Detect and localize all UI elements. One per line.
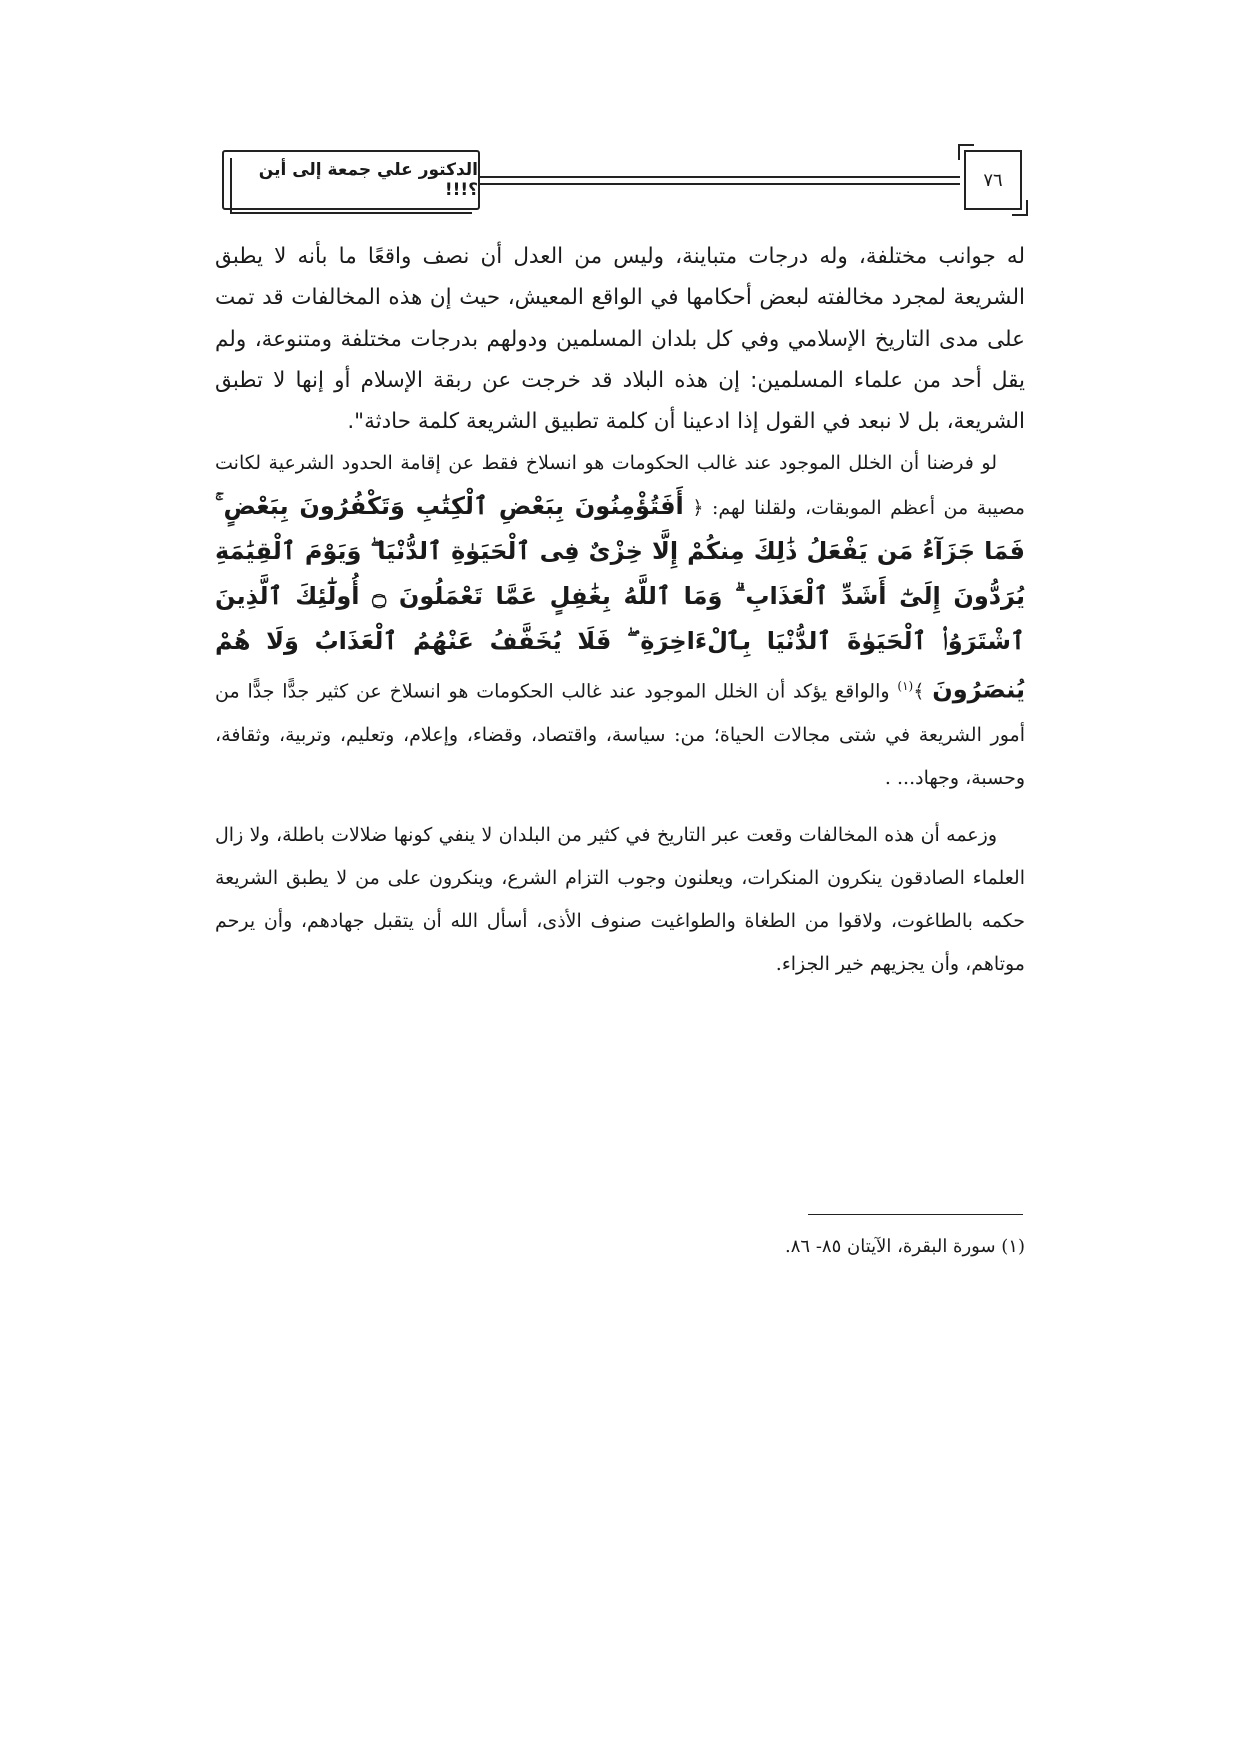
paragraph-continuation: له جوانب مختلفة، وله درجات متباينة، وليس من العدل أن نصف واقعًا ما بأنه لا يطبق الشريعة لمجرد مخالفته لبعض أحكامها في الواقع المعيش، حيث إن هذه المخالفات قد تمت على مدى التاريخ الإسلامي وفي كل بلدان المسلمين ودولهم بدرجات مختلفة ومتنوعة، ولم يقل أحد من علماء المسلمين: إن هذه البلاد قد خرجت عن ربقة الإسلام أو إنها لا تطبق الشريعة، بل لا نبعد في القول إذا ادعينا أن كلمة تطبيق الشريعة كلمة حادثة". (215, 244, 1025, 435)
paragraph-final: وزعمه أن هذه المخالفات وقعت عبر التاريخ في كثير من البلدان لا ينفي كونها ضلالات باطلة، ولا زال العلماء الصادقون ينكرون المنكرات، ويعلنون وجوب التزام الشرع، وينكرون على من لا يطبق الشريعة حكمه بالطاغوت، ولاقوا من الطغاة والطواغيت صنوف الأذى، أسأل الله أن يتقبل جهادهم، وأن يرحم موتاهم، وأن يجزيهم خير الجزاء. (215, 823, 1025, 975)
page-number: ٧٦ (983, 169, 1003, 191)
quran-close-bracket: ﴾ (913, 680, 925, 703)
running-title-box (222, 150, 480, 210)
footnote: (١) سورة البقرة، الآيتان ٨٥- ٨٦. (785, 1236, 1025, 1257)
body-text (215, 236, 1025, 986)
paragraph-quran-rest: والواقع يؤكد أن الخلل الموجود عند غالب الحكومات هو انسلاخ عن كثير جدًّا جدًّا من أمور الشريعة في شتى مجالات الحياة؛ من: سياسة، واقتصاد، وقضاء، وإعلام، وتعليم، وتربية، وثقافة، وحسبة، وجهاد... . (215, 680, 1025, 789)
header-rule-bottom (480, 183, 960, 185)
footnote-ref: (١) (897, 679, 914, 694)
running-title: الدكتور علي جمعة إلى أين ؟!!! (258, 160, 478, 200)
header-rule-top (480, 176, 960, 178)
paragraph-quran-intro: لو فرضنا أن الخلل الموجود عند غالب الحكومات هو انسلاخ فقط عن إقامة الحدود الشرعية لكانت مصيبة من أعظم الموبقات، ولقلنا لهم: ﴿ (215, 452, 1025, 520)
page-header (222, 150, 1022, 212)
paragraph-quran (215, 442, 1025, 799)
quran-verse: أَفَتُؤْمِنُونَ بِبَعْضِ ٱلْكِتَٰبِ وَتَكْفُرُونَ بِبَعْضٍ ۚ فَمَا جَزَآءُ مَن يَفْعَلُ ذَٰلِكَ مِنكُمْ إِلَّا خِزْىٌ فِى ٱلْحَيَوٰةِ ٱلدُّنْيَا ۖ وَيَوْمَ ٱلْقِيَٰمَةِ يُرَدُّونَ إِلَىٰٓ أَشَدِّ ٱلْعَذَابِ ۗ وَمَا ٱللَّهُ بِغَٰفِلٍ عَمَّا تَعْمَلُونَ ۝ أُولَٰٓئِكَ ٱلَّذِينَ ٱشْتَرَوُا۟ ٱلْحَيَوٰةَ ٱلدُّنْيَا بِٱلْءَاخِرَةِ ۖ فَلَا يُخَفَّفُ عَنْهُمُ ٱلْعَذَابُ وَلَا هُمْ يُنصَرُونَ (215, 492, 1026, 704)
page-number-box (964, 150, 1022, 210)
footnote-separator (808, 1214, 1023, 1215)
